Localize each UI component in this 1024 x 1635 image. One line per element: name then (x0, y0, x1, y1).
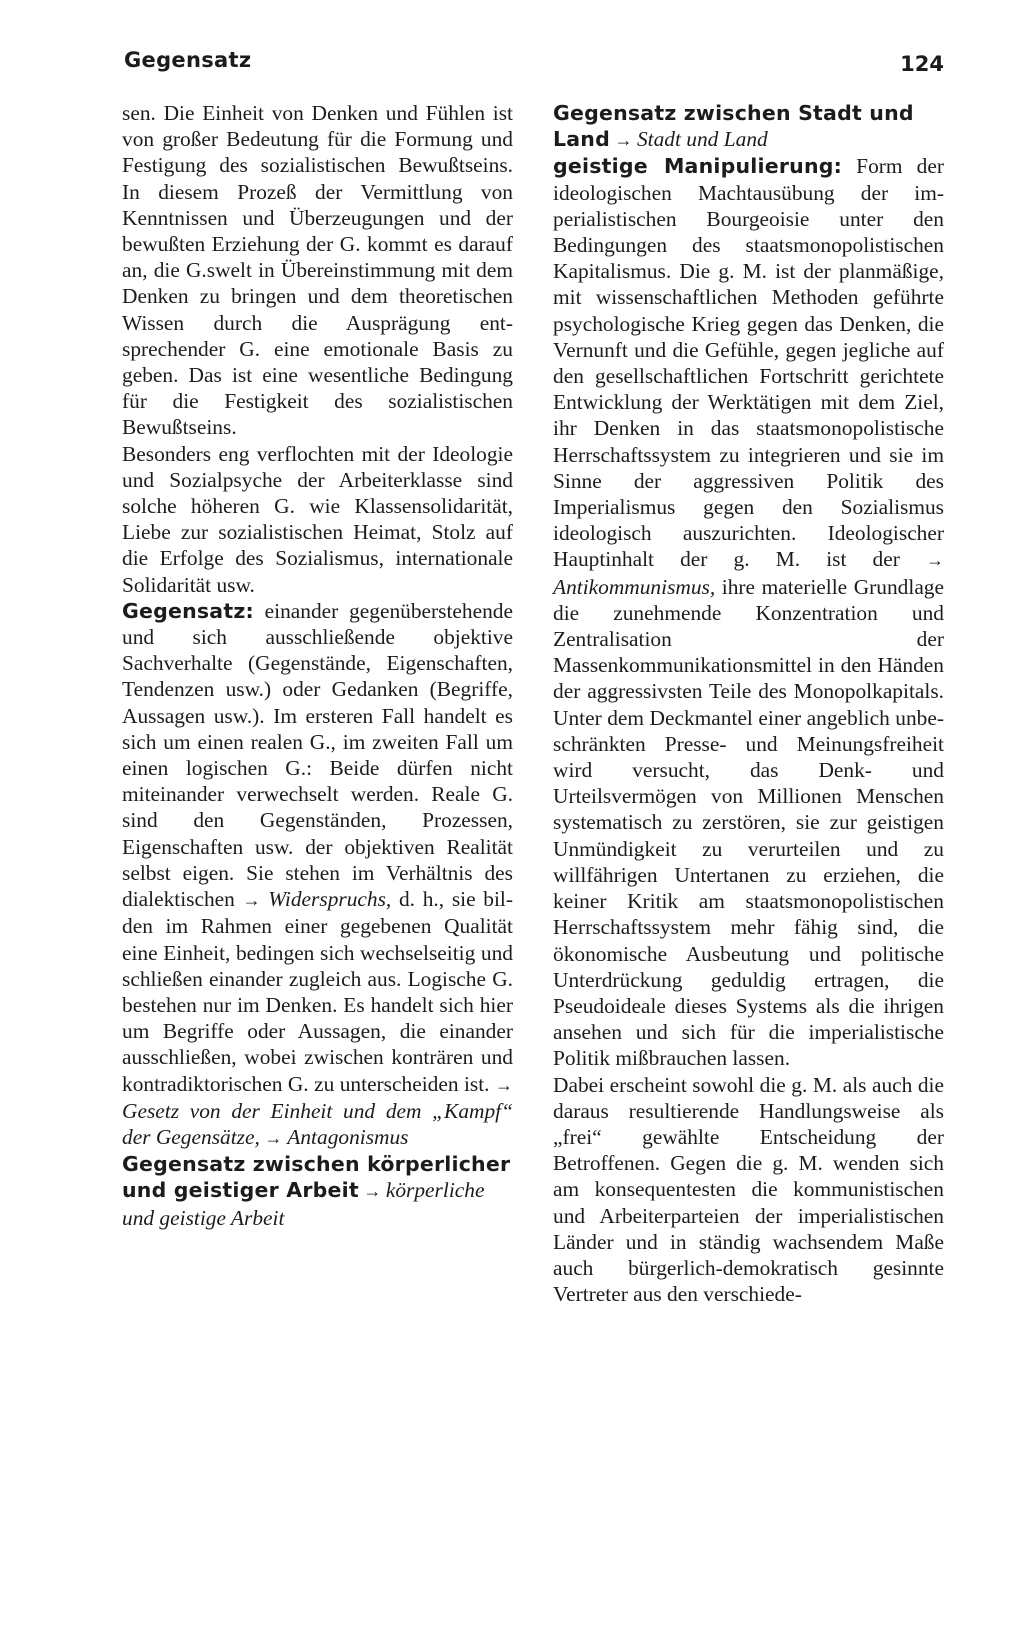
entry-headword: geistige Manipulierung: (553, 154, 843, 179)
page-number: 124 (900, 52, 944, 76)
cross-reference-arrow-icon: → (609, 130, 637, 151)
entry-koerperliche-geistige-arbeit (122, 1151, 513, 1231)
running-head: Gegensatz (124, 48, 252, 72)
cross-reference-arrow-icon: → (259, 1127, 283, 1148)
entry-gegensatz (122, 598, 513, 1151)
right-column (553, 100, 944, 1307)
entry-text: Form der ideologischen Machtausübung der imperialistischen Bourgeoisie unter den Bedingungen des staatsmonopolistischen Kapitalismus. Die g. M. ist der planmäßige, mit wissenschaftlichen Methoden geführte psychologische Krieg gegen das Denken, die Vernunft und die Gefühle, gegen jegliche auf den gesellschaftlichen Fortschritt gerichtete Entwicklung der Werktätigen mit dem Ziel, ihr Denken in das staatsmonopolistische Herrschaftssystem zu integrieren und sie im Sinne der aggressiven Politik des Imperialismus gegen den Sozialismus ideologisch auszurichten. Ideologischer Hauptinhalt der g. M. ist der (553, 154, 944, 572)
entry-headword: Gegensatz zwischen Stadt und Land (553, 101, 914, 152)
cross-reference-arrow-icon: → (358, 1181, 386, 1202)
continued-paragraph-1: sen. Die Einheit von Denken und Fühlen ist von großer Bedeutung für die Formung und Festigung des sozialistischen Bewußtseins. In diesem Prozeß der Vermittlung von Kenntnissen und Überzeugungen und der bewußten Erziehung der G. kommt es darauf an, die G.swelt in Übereinstimmung mit dem Denken zu bringen und dem theoretischen Wissen durch die Ausprägung entsprechender G. eine emotionale Basis zu geben. Das ist eine wesentliche Bedingung für die Festigkeit des sozialistischen Bewußtseins. (122, 101, 513, 440)
continued-paragraph-2: Besonders eng verflochten mit der Ideologie und Sozialpsyche der Arbeiterklasse sind solche höheren G. wie Klassensolidarität, Liebe zur sozialistischen Heimat, Stolz auf die Erfolge des Sozialismus, internationale Solidarität usw. (122, 441, 513, 597)
entry-text: ihre materielle Grundlage die zunehmende Konzentration und Zentralisation der Massenkommunikationsmittel in den Händen der aggressivsten Teile des Monopolkapitals. Unter dem Deckmantel einer angeblich unbeschränkten Presse- und Meinungsfreiheit wird versucht, das Denk- und Urteilsvermögen von Millionen Menschen systematisch zu zerstören, sie zur geistigen Unmündigkeit zu verurteilen und zu willfährigen Untertanen zu erziehen, die keiner Kritik am staatsmonopolistischen Herrschaftssystem mehr fähig sind, die ökonomische Ausbeutung und politische Unterdrückung geduldig ertragen, die Pseudoideale dieses Systems als die ihrigen ansehen und sich für die imperialistische Politik mißbrauchen lassen. (553, 574, 944, 1071)
cross-reference-arrow-icon: → (242, 890, 261, 911)
cross-reference-link[interactable]: Antikommunismus, (553, 574, 716, 599)
entry-text: d. h., sie bilden im Rahmen einer gegebenen Qualität eine Einheit, bedingen sich wechselseitig und schließen einander zugleich aus. Logische G. bestehen nur im Denken. Es handelt sich hier um Begriffe oder Aussagen, die einander ausschließen, wobei zwischen konträren und kontradiktorischen G. zu unterscheiden ist. (122, 887, 513, 1096)
entry-paragraph: Dabei erscheint sowohl die g. M. als auch die daraus resultierende Handlungsweise als „frei“ gewählte Entscheidung der Betroffenen. Gegen die g. M. wenden sich am konsequentesten die kommunistischen und Arbeiterparteien der imperialistischen Länder und in ständig wachsendem Maße auch bürgerlich-demokratisch gesinnte Vertreter aus den verschiede- (553, 1072, 944, 1307)
entry-headword: Gegensatz: (122, 598, 254, 623)
entry-headword: Gegensatz zwischen körperlicher und geistiger Arbeit (122, 1152, 511, 1203)
entry-text: einander gegenüberstehende und sich ausschließende objektive Sachverhalte (Gegenstände, Eigenschaften, Tendenzen usw.) oder Gedanken (Begriffe, Aussagen usw.). Im ersteren Fall handelt es sich um einen realen G., im zweiten Fall um einen logischen G.: Beide dürfen nicht miteinander verwechselt werden. Reale G. sind den Gegenständen, Prozessen, Eigenschaften usw. der objektiven Realität selbst eigen. Sie stehen im Verhältnis des dialektischen (122, 598, 513, 912)
cross-reference-link[interactable]: Antagonismus (282, 1124, 409, 1149)
cross-reference-arrow-icon: → (926, 550, 944, 571)
cross-reference-arrow-icon: → (495, 1074, 513, 1095)
cross-reference-link[interactable]: Gesetz von der Einheit und dem „Kampf“ der Gegensätze, (122, 1098, 513, 1149)
cross-reference-link[interactable]: Stadt und Land (636, 127, 768, 152)
cross-reference-link[interactable]: körperliche und geistige Arbeit (122, 1178, 485, 1230)
cross-reference-link[interactable]: Widerspruchs, (260, 887, 392, 912)
left-column (122, 100, 513, 1231)
entry-stadt-und-land (553, 100, 944, 153)
entry-geistige-manipulierung (553, 153, 944, 1071)
